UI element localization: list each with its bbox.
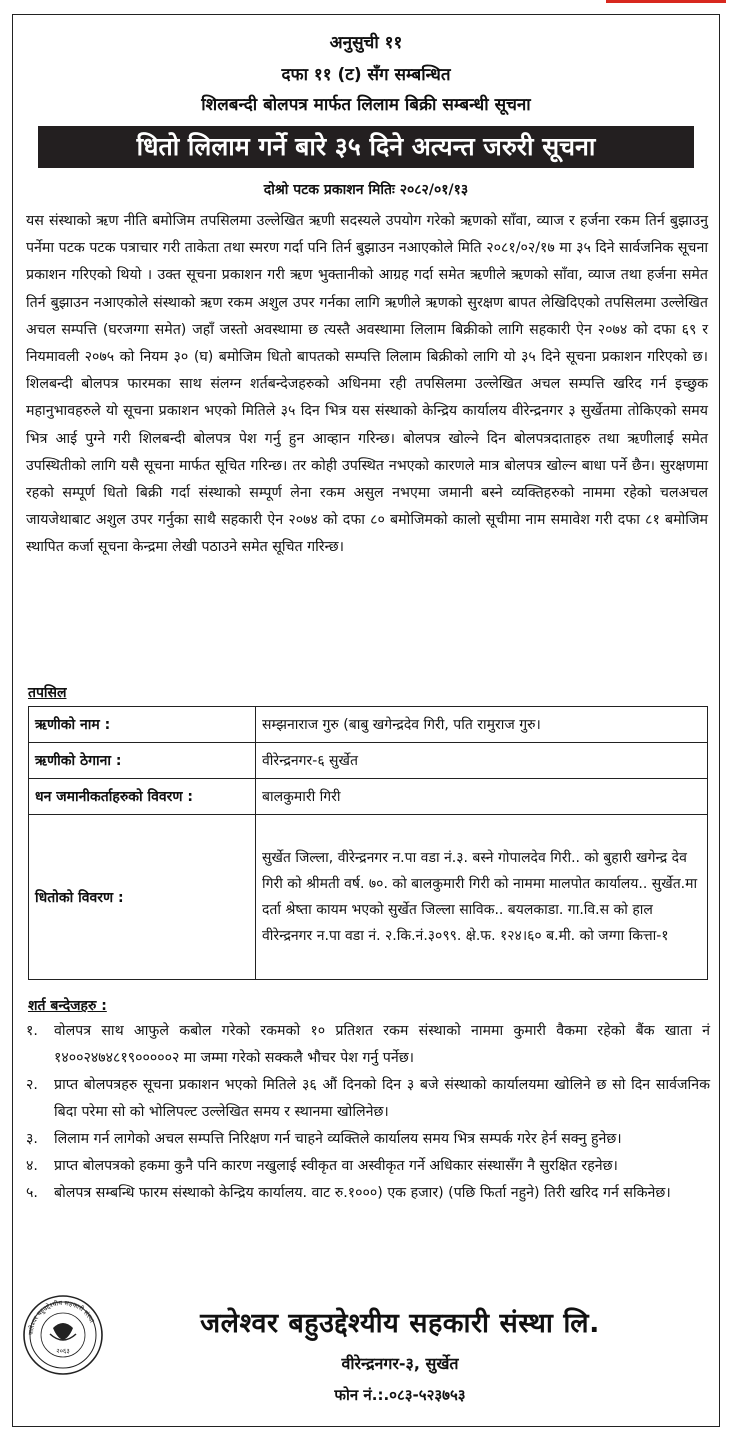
borrower-name-label: ऋणीको नाम : xyxy=(29,707,256,743)
notice-body-paragraph: यस संस्थाको ऋण नीति बमोजिम तपसिलमा उल्लेखित ऋणी सदस्यले उपयोग गरेको ऋणको साँवा, व्याज र हर्जना रकम तिर्न बुझाउनु पर्नेमा पटक पटक पत्राचार गरी ताकेता तथा स्मरण गर्दा पनि तिर्न बुझाउन नआएकोले मिति २०८१/०२/१७ मा ३५ दिने सार्वजनिक सूचना प्रकाशन गरिएको थियो । उक्त सूचना प्रकाशन गरी ऋण भुक्तानीको आग्रह गर्दा समेत ऋणीले ऋणको साँवा, व्याज तथा हर्जना समेत तिर्न बुझाउन नआएकोले संस्थाको ऋण रकम अशुल उपर गर्नका लागि ऋणीले ऋणको सुरक्षण बापत लेखिदिएको तपसिलमा उल्लेखित अचल सम्पत्ति (घरजग्गा समेत) जहाँ जस्तो अवस्थामा छ त्यस्तै अवस्थामा लिलाम बिक्रीको लागि सहकारी ऐन २०७४ को दफा ६९ र नियमावली २०७५ को नियम ३० (घ) बमोजिम धितो बापतको सम्पत्ति लिलाम बिक्रीको लागि यो ३५ दिने सूचना प्रकाशन गरिएको छ। शिलबन्दी बोलपत्र फारमका साथ संलग्न शर्तबन्देजहरुको अधिनमा रही तपसिलमा उल्लेखित अचल सम्पत्ति खरिद गर्न इच्छुक महानुभावहरुले यो सूचना प्रकाशन भएको मितिले ३५ दिन भित्र यस संस्थाको केन्द्रिय कार्यालय वीरेन्द्रनगर ३ सुर्खेतमा तोकिएको समय भित्र आई पुग्ने गरी शिलबन्दी बोलपत्र पेश गर्नु हुन आव्हान गरिन्छ। बोलपत्र खोल्ने दिन बोलपत्रदाताहरु तथा ऋणीलाई समेत उपस्थितीको लागि यसै सूचना मार्फत सूचित गरिन्छ। तर कोही उपस्थित नभएको कारणले मात्र बोलपत्र खोल्न बाधा पर्ने छैन। सुरक्षणमा रहको सम्पूर्ण धितो बिक्री गर्दा संस्थाको सम्पूर्ण लेना रकम असुल नभएमा जमानी बस्ने व्यक्तिहरुको नाममा रहेको चलअचल जायजेथाबाट अशुल उपर गर्नुका साथै सहकारी ऐन २०७४ को दफा ८० बमोजिमको कालो सूचीमा नाम समावेश गरी दफा ८१ बमोजिम स्थापित कर्जा सूचना केन्द्रमा लेखी पठाउने समेत सूचित गरिन्छ। xyxy=(26,213,708,556)
corner-accent-mark xyxy=(606,0,726,3)
table-row xyxy=(29,707,708,743)
seal-year: २०६३ xyxy=(56,1347,70,1355)
table-row xyxy=(29,815,708,980)
term-text: लिलाम गर्न लागेको अचल सम्पत्ति निरिक्षण गर्न चाहने व्यक्तिले कार्यालय समय भित्र सम्पर्क गरेर हेर्न सक्नु हुनेछ। xyxy=(54,1131,622,1147)
list-item xyxy=(26,1072,710,1126)
term-text: बोलपत्र सम्बन्धि फारम संस्थाको केन्द्रिय कार्यालय. वाट रु.१०००) एक हजार) (पछि फिर्ता नहुने) तिरी खरिद गर्न सकिनेछ। xyxy=(54,1185,671,1201)
term-text: वोलपत्र साथ आफुले कबोल गरेको रकमको १० प्रतिशत रकम संस्थाको नाममा कुमारी वैकमा रहेको बैंक खाता नं १४००२४७४८१९०००००२ मा जम्मा गरेको सक्कलै भौचर पेश गर्नु पर्नेछ। xyxy=(54,1023,710,1066)
borrower-address-value: वीरेन्द्रनगर-६ सुर्खेत xyxy=(256,743,708,779)
borrower-details-table xyxy=(28,706,708,980)
term-number: ३. xyxy=(26,1131,38,1147)
terms-list xyxy=(26,1018,710,1207)
notice-type-heading: शिलबन्दी बोलपत्र मार्फत लिलाम बिक्री सम्बन्धी सूचना xyxy=(201,95,531,115)
schedule-heading: अनुसुची ११ xyxy=(329,33,403,53)
terms-section-title: शर्त बन्देजहरु : xyxy=(28,998,107,1014)
collateral-label: धितोको विवरण : xyxy=(29,815,256,980)
term-text: प्राप्त बोलपत्रहरु सूचना प्रकाशन भएको मितिले ३६ औं दिनको दिन ३ बजे संस्थाको कार्यालयमा खोलिने छ सो दिन सार्वजनिक बिदा परेमा सो को भोलिपल्ट उल्लेखित समय र स्थानमा खोलिनेछ। xyxy=(54,1077,710,1120)
term-number: ५. xyxy=(26,1185,38,1201)
details-section-title: तपसिल xyxy=(28,685,67,701)
term-number: १. xyxy=(26,1023,38,1039)
guarantor-value: बालकुमारी गिरी xyxy=(256,779,708,815)
collateral-value: सुर्खेत जिल्ला, वीरेन्द्रनगर न.पा वडा नं.३. बस्ने गोपालदेव गिरी.. को बुहारी खगेन्द्र देव गिरी को श्रीमती वर्ष. ७०. को बालकुमारी गिरी को नाममा मालपोत कार्यालय.. सुर्खेत.मा दर्ता श्रेष्ता कायम भएको सुर्खेत जिल्ला साविक.. बयलकाडा. गा.वि.स को हाल वीरेन्द्रनगर न.पा वडा नं. २.कि.नं.३०९९. क्षे.फ. १२४।६० ब.मी. को जग्गा कित्ता-१ xyxy=(256,815,708,980)
seal-ring-text: जलेश्वर बहुउद्देश्यीय सहकारी संस्था xyxy=(26,1298,96,1336)
list-item xyxy=(26,1180,710,1207)
organization-name: जलेश्वर बहुउद्देश्यीय सहकारी संस्था लि. xyxy=(200,1308,600,1339)
notice-title-banner: धितो लिलाम गर्ने बारे ३५ दिने अत्यन्त जरुरी सूचना xyxy=(38,126,694,168)
list-item xyxy=(26,1126,710,1153)
list-item xyxy=(26,1018,710,1072)
term-number: २. xyxy=(26,1077,38,1093)
publication-date: दोश्रो पटक प्रकाशन मितिः २०८२/०१/१३ xyxy=(263,182,469,198)
list-item xyxy=(26,1153,710,1180)
organization-phone: फोन नं.:.०८३-५२३७५३ xyxy=(334,1386,466,1404)
table-row xyxy=(29,743,708,779)
guarantor-label: धन जमानीकर्ताहरुको विवरण : xyxy=(29,779,256,815)
borrower-address-label: ऋणीको ठेगाना : xyxy=(29,743,256,779)
borrower-name-value: सम्झनाराज गुरु (बाबु खगेन्द्रदेव गिरी, पति रामुराज गुरु। xyxy=(256,707,708,743)
organization-address: वीरेन्द्रनगर-३, सुर्खेत xyxy=(341,1354,459,1373)
table-row xyxy=(29,779,708,815)
organization-seal-icon xyxy=(22,1294,104,1376)
term-text: प्राप्त बोलपत्रको हकमा कुनै पनि कारण नखुलाई स्वीकृत वा अस्वीकृत गर्ने अधिकार संस्थासँग नै सुरक्षित रहनेछ। xyxy=(54,1158,618,1174)
term-number: ४. xyxy=(26,1158,38,1174)
section-reference: दफा ११ (ट) सँग सम्बन्धित xyxy=(281,65,451,85)
